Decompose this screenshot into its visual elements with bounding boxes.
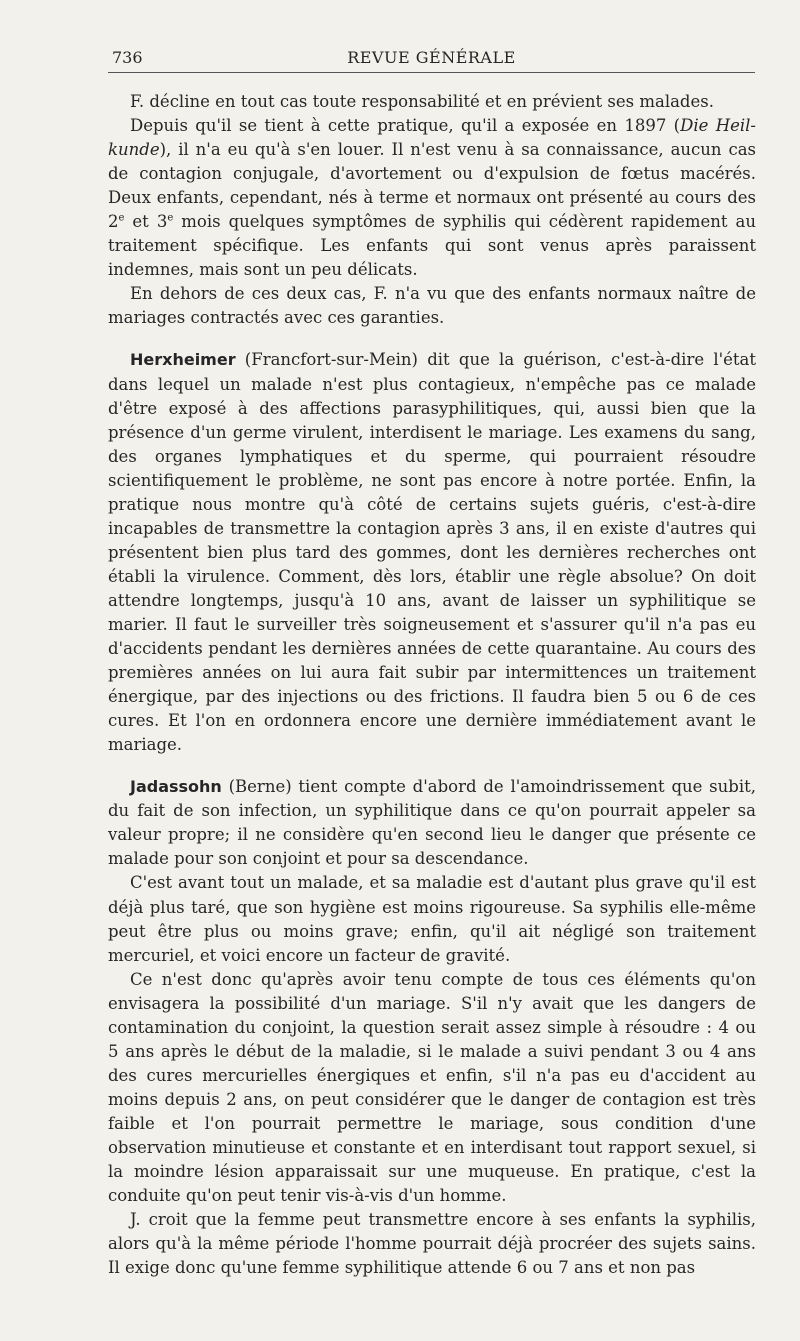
author-name: Jadassohn bbox=[130, 777, 222, 797]
cited-work: Die Heil-kunde bbox=[108, 116, 756, 160]
paragraph: J. croit que la femme peut transmettre encore à ses enfants la syphilis, alors qu'à la même période l'homme pourrait déjà procréer des sujets sains. Il exige donc qu'une femme syphilitique attende 6 ou 7 ans et non pas bbox=[108, 1210, 756, 1278]
paragraph: Jadassohn (Berne) tient compte d'abord de l'amoindrissement que subit, du fait de son infection, un syphilitique dans ce qu'on pourrait appeler sa valeur propre; il ne considère qu'en second lieu le danger que présente ce malade pour son conjoint et pour sa descendance. bbox=[108, 777, 756, 869]
body-text bbox=[108, 90, 756, 1280]
author-name: Herxheimer bbox=[130, 350, 236, 370]
paragraph: Depuis qu'il se tient à cette pratique, qu'il a exposée en 1897 (Die Heil-kunde), il n'a eu qu'à s'en louer. Il n'est venu à sa connaissance, aucun cas de contagion conjugale, d'avortement ou d'expulsion de fœtus macérés. Deux enfants, cependant, nés à terme et normaux ont présenté au cours des 2e et 3e mois quelques symptômes de syphilis qui cédèrent rapidement au traitement spécifique. Les enfants qui sont venus après paraissent indemnes, mais sont un peu délicats. bbox=[108, 116, 756, 280]
page-number: 736 bbox=[112, 48, 143, 67]
running-head: REVUE GÉNÉRALE bbox=[347, 48, 516, 67]
paragraph: F. décline en tout cas toute responsabilité et en prévient ses malades. bbox=[130, 92, 714, 111]
paragraph: C'est avant tout un malade, et sa maladie est d'autant plus grave qu'il est déjà plus taré, que son hygiène est moins rigoureuse. Sa syphilis elle-même peut être plus ou moins grave; enfin, qu'il ait négligé son traitement mercuriel, et voici encore un facteur de gravité. bbox=[108, 873, 756, 965]
paragraph: Herxheimer (Francfort-sur-Mein) dit que la guérison, c'est-à-dire l'état dans lequel un malade n'est plus contagieux, n'empêche pas ce malade d'être exposé à des affections parasyphilitiques, qui, aussi bien que la présence d'un germe virulent, interdisent le mariage. Les examens du sang, des organes lymphatiques et du sperme, qui pourraient résoudre scientifiquement le problème, ne sont pas encore à notre portée. Enfin, la pratique nous montre qu'à côté de certains sujets guéris, c'est-à-dire incapables de transmettre la contagion après 3 ans, il en existe d'autres qui présentent bien plus tard des gommes, dont les dernières recherches ont établi la virulence. Comment, dès lors, établir une règle absolue? On doit attendre longtemps, jusqu'à 10 ans, avant de laisser un syphilitique se marier. Il faut le surveiller très soigneusement et s'assurer qu'il n'a pas eu d'accidents pendant les dernières années de cette quarantaine. Au cours des premières années on lui aura fait subir par intermittences un traitement énergique, par des injections ou des frictions. Il faudra bien 5 ou 6 de ces cures. Et l'on en ordonnera encore une dernière immédiatement avant le mariage. bbox=[108, 350, 756, 755]
page-header bbox=[108, 44, 755, 73]
paragraph: Ce n'est donc qu'après avoir tenu compte de tous ces éléments qu'on envisagera la possibilité d'un mariage. S'il n'y avait que les dangers de contamination du conjoint, la question serait assez simple à résoudre : 4 ou 5 ans après le début de la maladie, si le malade a suivi pendant 3 ou 4 ans des cures mercurielles énergiques et enfin, s'il n'a pas eu d'accident au moins depuis 2 ans, on peut considérer que le danger de contagion est très faible et l'on pourrait permettre le mariage, sous condition d'une observation minutieuse et constante et en interdisant tout rapport sexuel, si la moindre lésion apparaissait sur une muqueuse. En pratique, c'est la conduite qu'on peut tenir vis-à-vis d'un homme. bbox=[108, 969, 756, 1206]
paragraph: En dehors de ces deux cas, F. n'a vu que des enfants normaux naître de mariages contractés avec ces garanties. bbox=[108, 284, 756, 328]
